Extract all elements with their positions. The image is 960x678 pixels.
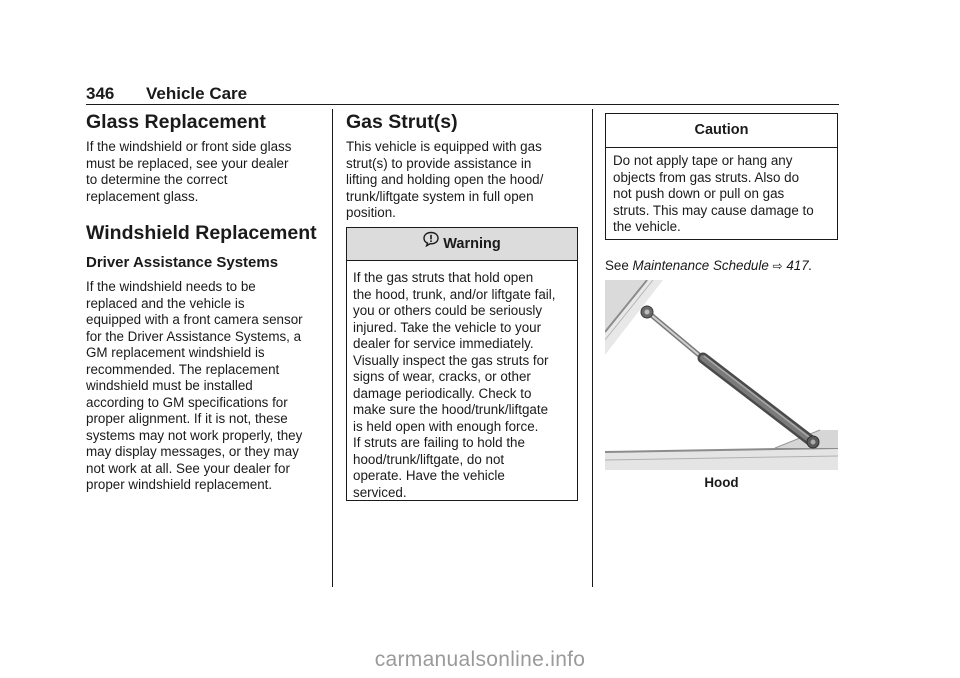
column-divider-1 [332, 109, 333, 587]
glass-replacement-heading: Glass Replacement [86, 111, 266, 133]
column-divider-2 [592, 109, 593, 587]
watermark: carmanualsonline.info [374, 648, 586, 671]
gas-struts-heading: Gas Strut(s) [346, 111, 458, 133]
driver-assistance-heading: Driver Assistance Systems [86, 254, 279, 271]
column-2 [346, 111, 581, 222]
page-header [86, 84, 247, 104]
page-ref-arrow-icon: ⇨ [772, 259, 783, 273]
warning-header [347, 228, 577, 261]
gas-struts-intro: This vehicle is equipped with gas strut(s) to provide assistance in lifting and holding open the hood/ trunk/liftgate system in full open position. [346, 139, 544, 220]
maintenance-reference: See Maintenance Schedule ⇨ 417. [605, 258, 813, 273]
caution-box [605, 113, 838, 240]
maintenance-page-ref[interactable]: 417. [786, 258, 813, 273]
warning-text: If the gas struts that hold open the hood, trunk, and/or liftgate fail, you or others could be seriously injured. Take the vehicle to your dealer for service immediately. Visually inspect the gas struts for signs of wear, cracks, or other damage periodically. Check to make sure the hood/trunk/liftgate is held open with enough force. If struts are failing to hold the hood/trunk/liftgate, do not operate. Have the vehicle serviced. [353, 270, 556, 500]
windshield-replacement-heading: Windshield Replacement [86, 222, 317, 244]
caution-label: Caution [606, 114, 837, 148]
figure-caption: Hood [704, 475, 739, 490]
maintenance-schedule-link[interactable]: Maintenance Schedule [632, 258, 769, 273]
section-title: Vehicle Care [146, 84, 248, 103]
warning-label: Warning [443, 236, 501, 252]
glass-replacement-text: If the windshield or front side glass must be replaced, see your dealer to determine the correct replacement glass. [86, 139, 292, 204]
hood-strut-illustration [605, 280, 838, 470]
warning-box [346, 227, 578, 501]
page-number: 346 [86, 84, 115, 103]
column-1 [86, 111, 326, 494]
header-rule [86, 104, 839, 105]
driver-assistance-text: If the windshield needs to be replaced and the vehicle is equipped with a front camera sensor for the Driver Assistance Systems, a GM replacement windshield is recommended. The replacement windshield must be installed according to GM specifications for proper alignment. If it is not, these systems may not work properly, they may display messages, or they may not work at all. See your dealer for proper windshield replacement. [86, 279, 303, 492]
caution-text: Do not apply tape or hang any objects from gas struts. Also do not push down or pull on gas struts. This may cause damage to the vehicle. [613, 153, 814, 234]
warning-bubble-icon [423, 227, 439, 259]
